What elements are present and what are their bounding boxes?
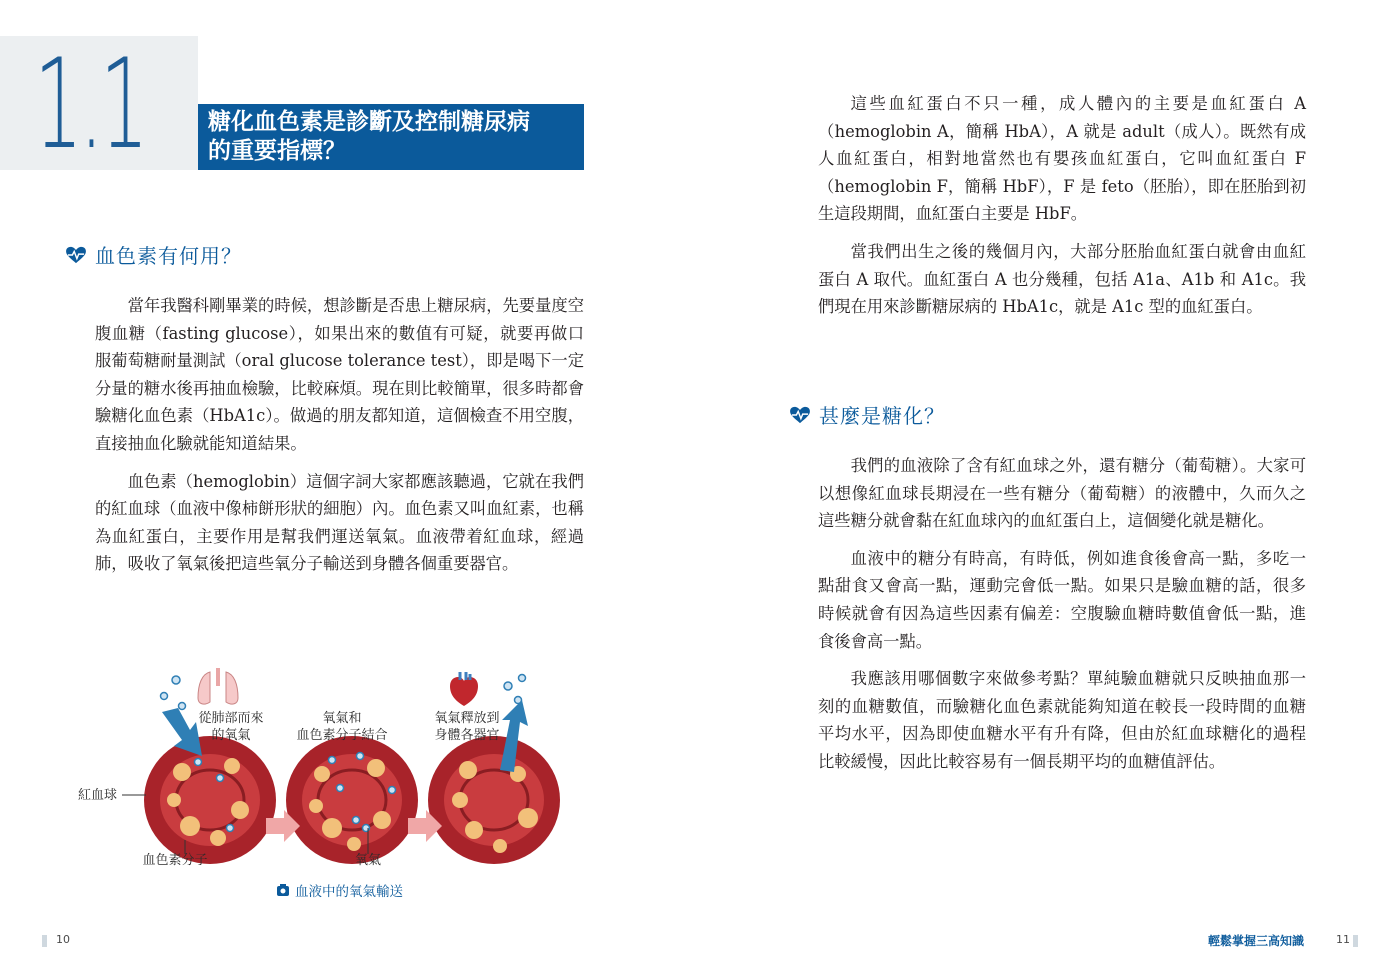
oxygen-transport-figure	[70, 660, 630, 910]
label-line: 氧氣釋放到	[434, 711, 500, 726]
paragraph: 血色素（hemoglobin）這個字詞大家都應該聽過，它就在我們的紅血球（血液中像柿餅形狀的細胞）內。血色素又叫血紅素，也稱為血紅蛋白，主要作用是幫我們運送氧氣。血液帶着紅血球，經過肺，吸收了氧氣後把這些氧分子輸送到身體各個重要器官。	[95, 471, 584, 574]
chapter-number: 1.1	[34, 33, 146, 177]
label-line: 從肺部而來	[198, 711, 264, 726]
heart-pulse-icon	[64, 246, 88, 264]
paragraph: 當我們出生之後的幾個月內，大部分胚胎血紅蛋白就會由血紅蛋白 A 取代。血紅蛋白 A 也分幾種，包括 A1a、A1b 和 A1c。我們現在用來診斷糖尿病的 HbA1c，就是 A1c 型的血紅蛋白。	[818, 241, 1306, 317]
red-blood-cells-illustration	[70, 660, 630, 880]
label-oxygen: 氧氣	[354, 853, 381, 868]
section-heading-glycation	[788, 400, 945, 429]
section-heading-hemoglobin	[64, 240, 242, 269]
label-hemoglobin-molecule: 血色素分子	[142, 853, 208, 868]
page-number-left: 10	[56, 933, 70, 946]
heart-organ-icon	[450, 672, 478, 706]
footer-marker	[42, 935, 47, 947]
figure-icon	[276, 883, 290, 897]
page-number-right: 11	[1336, 933, 1350, 946]
label-line: 的氧氣	[211, 728, 251, 743]
heart-pulse-icon	[788, 406, 812, 424]
right-page	[700, 0, 1400, 979]
body-text-block	[818, 90, 1306, 321]
caption-text: 血液中的氧氣輸送	[295, 884, 403, 900]
label-line: 身體各器官	[434, 728, 500, 743]
label-line: 氧氣和	[322, 711, 362, 726]
chapter-title-line-1: 糖化血色素是診斷及控制糖尿病	[208, 109, 530, 135]
body-text-block	[818, 452, 1306, 776]
label-red-blood-cell: 紅血球	[78, 788, 118, 803]
paragraph: 我應該用哪個數字來做參考點？單純驗血糖就只反映抽血那一刻的血糖數值，而驗糖化血色素就能夠知道在較長一段時間的血糖平均水平，因為即使血糖水平有升有降，但由於紅血球糖化的過程比較緩慢，因此比較容易有一個長期平均的血糖值評估。	[818, 669, 1306, 771]
running-footer-title: 輕鬆掌握三高知識	[1208, 934, 1305, 948]
paragraph: 我們的血液除了含有紅血球之外，還有糖分（葡萄糖）。大家可以想像紅血球長期浸在一些有糖分（葡萄糖）的液體中，久而久之這些糖分就會黏在紅血球內的血紅蛋白上，這個變化就是糖化。	[818, 456, 1306, 531]
chapter-title-line-2: 的重要指標？	[208, 138, 346, 164]
label-oxygen-released	[422, 710, 512, 744]
red-blood-cell	[144, 736, 276, 864]
chapter-title-box	[198, 104, 584, 170]
paragraph: 這些血紅蛋白不只一種，成人體內的主要是血紅蛋白 A（hemoglobin A，簡稱 HbA），A 就是 adult（成人）。既然有成人血紅蛋白，相對地當然也有嬰孩血紅蛋白，它叫血紅蛋白 F（hemoglobin F，簡稱 HbF），F 是 feto（胚胎），即在胚胎到初生這段期間，血紅蛋白主要是 HbF。	[818, 94, 1306, 224]
figure-caption	[276, 880, 403, 900]
section-title: 甚麼是糖化？	[819, 404, 945, 428]
label-oxygen-binds	[286, 710, 398, 744]
label-line: 血色素分子結合	[296, 728, 388, 743]
section-title: 血色素有何用？	[95, 244, 242, 268]
paragraph: 當年我醫科剛畢業的時候，想診斷是否患上糖尿病，先要量度空腹血糖（fasting glucose），如果出來的數值有可疑，就要再做口服葡萄糖耐量測試（oral glucose tolerance test），即是喝下一定分量的糖水後再抽血檢驗，比較麻煩。現在則比較簡單，很多時都會驗糖化血色素（HbA1c）。做過的朋友都知道，這個檢查不用空腹，直接抽血化驗就能知道結果。	[95, 296, 584, 453]
footer-marker	[1353, 935, 1358, 947]
body-text-block	[95, 292, 584, 578]
lungs-icon	[198, 668, 238, 704]
paragraph: 血液中的糖分有時高，有時低，例如進食後會高一點，多吃一點甜食又會高一點，運動完會低一點。如果只是驗血糖的話，很多時候就會有因為這些因素有偏差：空腹驗血糖時數值會低一點，進食後會高一點。	[818, 548, 1306, 651]
label-oxygen-from-lungs	[186, 710, 276, 744]
